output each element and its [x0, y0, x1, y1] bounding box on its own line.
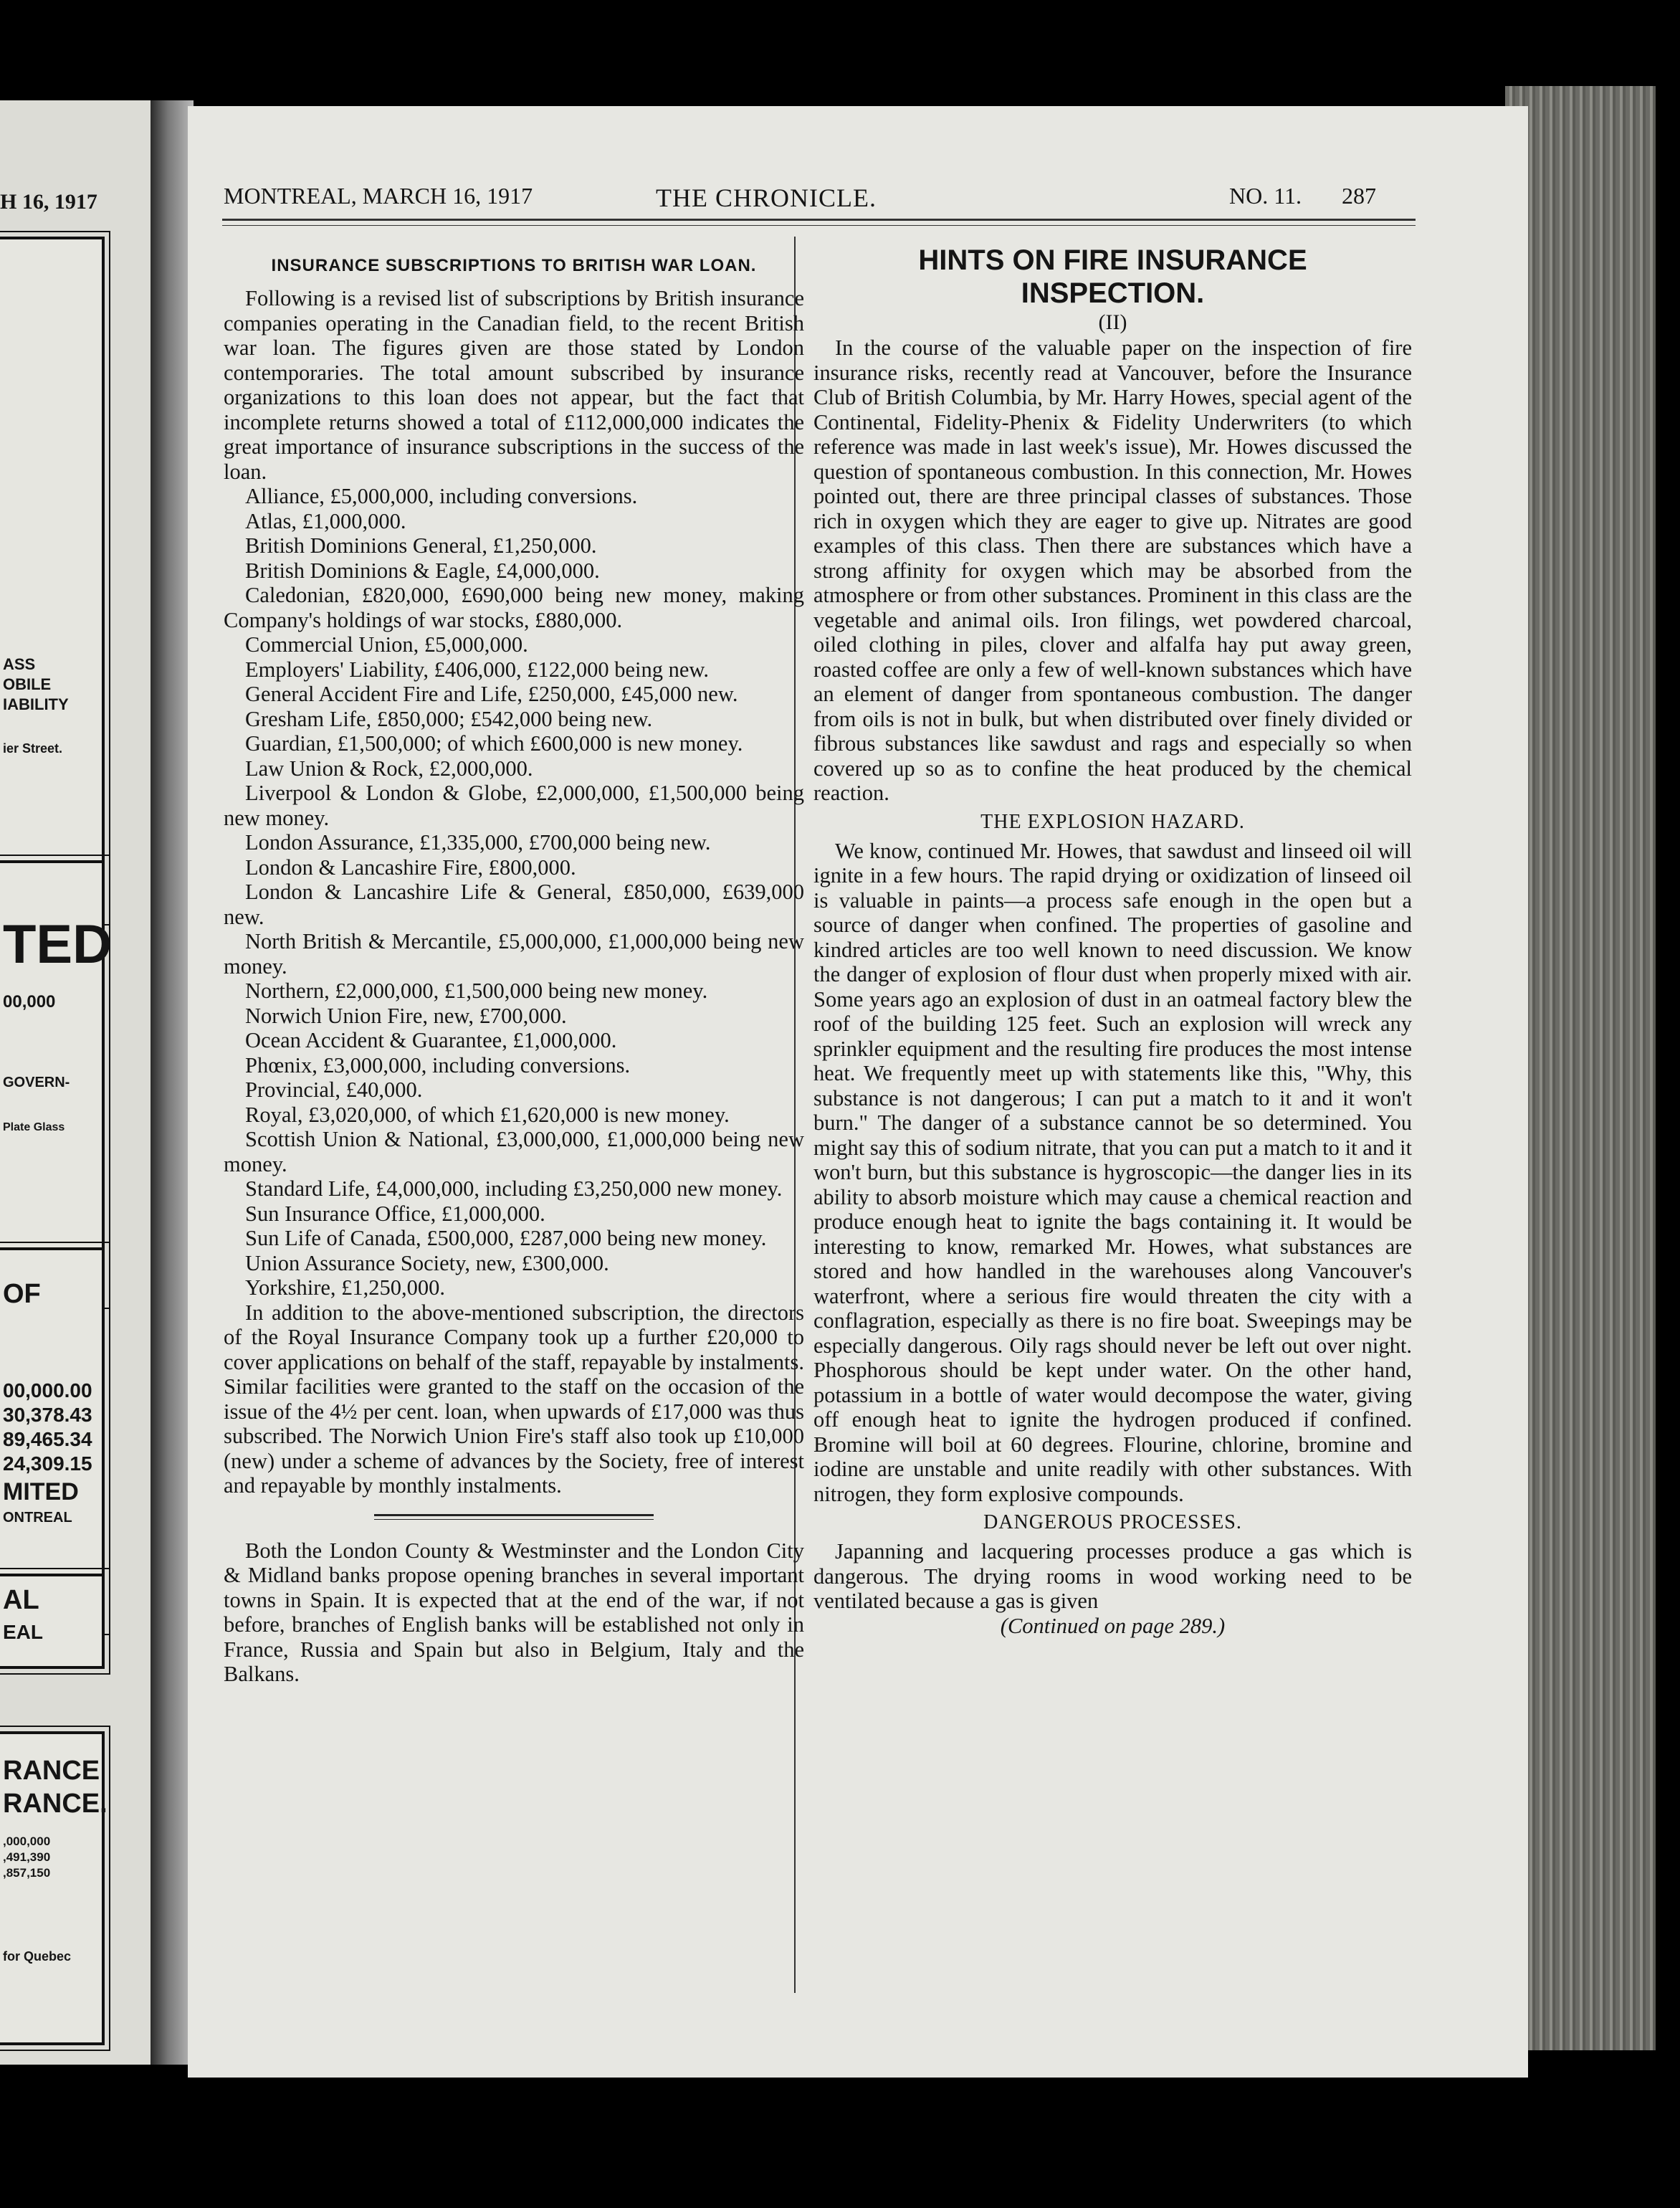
facing-page-header: H 16, 1917 [0, 190, 97, 214]
ad-text: RANCE [3, 1756, 100, 1786]
ad-text: for Quebec [3, 1949, 72, 1964]
ad-text: ONTREAL [3, 1510, 72, 1526]
facing-page [0, 100, 156, 2065]
subscription-entry: Employers' Liability, £406,000, £122,000 being new. [245, 657, 710, 682]
ad-text: GOVERN- [3, 1075, 70, 1090]
subscription-entry: Sun Insurance Office, £1,000,000. [245, 1201, 545, 1226]
article-title: HINTS ON FIRE INSURANCE INSPECTION. [918, 244, 1307, 309]
ad-text: RANCE. [3, 1789, 108, 1819]
article-closing: In addition to the above-mentioned subscription, the directors of the Royal Insurance Company took up a further £20,000 to cover applications on behalf of the staff, repayable by instalments. Similar facilities were granted to the staff on the occasion of the issue of the 4½ per cent. loan, when upwards of £17,000 was thus subscribed. The Norwich Union Fire's staff also took up £10,000 (new) under a scheme of advances by the Society, free of interest and repayable by monthly instalments. [224, 1300, 804, 1498]
ad-text: MITED [3, 1478, 79, 1505]
subscription-entry: Caledonian, £820,000, £690,000 being new money, making Company's holdings of war stocks, £880,000. [224, 583, 804, 632]
ad-text: ier Street. [3, 741, 63, 756]
left-column [224, 254, 804, 1687]
ad-text: 24,309.15 [3, 1452, 92, 1475]
ad-text: ,491,390 [3, 1850, 51, 1864]
ad-text: ASS [3, 655, 36, 673]
subscription-list [224, 484, 804, 1300]
facing-ad-5 [0, 1731, 108, 2045]
continued-note: (Continued on page 289.) [1000, 1613, 1226, 1638]
section-heading: DANGEROUS PROCESSES. [983, 1511, 1242, 1533]
ad-text: 00,000.00 [3, 1379, 92, 1402]
section-heading: THE EXPLOSION HAZARD. [980, 810, 1245, 833]
article-title: INSURANCE SUBSCRIPTIONS TO BRITISH WAR LOAN. [271, 256, 757, 275]
bank-note: Both the London County & Westminster and the London City & Midland banks propose opening branches in several important towns in Spain. It is expected that at the end of the war, if not before, branches of English banks will be established not only in France, Russia and Spain but also in Belgium, Italy and the Balkans. [224, 1538, 804, 1686]
subscription-entry: Law Union & Rock, £2,000,000. [245, 756, 533, 781]
ad-text: 30,378.43 [3, 1404, 92, 1426]
ad-text: ,857,150 [3, 1866, 51, 1880]
subscription-entry: Ocean Accident & Guarantee, £1,000,000. [245, 1028, 617, 1052]
paragraph: We know, continued Mr. Howes, that sawdust and linseed oil will ignite in a few hours. The rapid drying or oxidization of linseed oil is valuable in paints—a process safe enough in the open but a source of danger when confined. The properties of gasoline and kindred articles are too well known to need discussion. We know the danger of explosion of flour dust when properly mixed with air. Some years ago an explosion of dust in an oatmeal factory blew the roof of the building 125 feet. Such an explosion will wreck any sprinkler equipment and the resulting fire produces the most intense heat. We frequently meet up with statements like this, "Why, this substance is not dangerous; I can put a match to it and it won't burn." The danger of a substance cannot be so determined. You might say this of sodium nitrate, that you can put a match to it and it won't burn, but this substance is hygroscopic—the danger lies in its ability to absorb moisture which may cause a chemical reaction and produce enough heat to ignite the bags containing it. It would be interesting to know, remarked Mr. Howes, what substances are stored and how handled in the warehouses along Vancouver's waterfront, where a serious fire would threaten the city with a conflagration, especially as there is no fire boat. Sweepings may be especially dangerous. Oily rags should never be left out over night. Phosphorous should be kept under water. On the other hand, potassium in a bottle of water would decompose the water, giving off enough heat to ignite the hydrogen produced if confined. Bromine will boil at 60 degrees. Flourine, chlorine, bromine and iodine are unstable and unite readily with other substances. With nitrogen, they form explosive compounds. [813, 838, 1412, 1506]
subscription-entry: Standard Life, £4,000,000, including £3,250,000 new money. [245, 1176, 783, 1201]
header-rule [222, 219, 1416, 221]
subscription-entry: Alliance, £5,000,000, including conversions. [245, 484, 638, 508]
ad-text: AL [3, 1585, 39, 1615]
subscription-entry: Sun Life of Canada, £500,000, £287,000 being new money. [245, 1226, 767, 1250]
ad-text: ,000,000 [3, 1835, 51, 1848]
subscription-entry: Union Assurance Society, new, £300,000. [245, 1250, 609, 1275]
ad-text: EAL [3, 1621, 43, 1643]
paragraph: Japanning and lacquering processes produce a gas which is dangerous. The drying rooms in wood working need to be ventilated because a gas is given [813, 1539, 1412, 1613]
subscription-entry: London & Lancashire Life & General, £850,000, £639,000 new. [224, 880, 804, 929]
paragraph: In the course of the valuable paper on the inspection of fire insurance risks, recently read at Vancouver, before the Insurance Club of British Columbia, by Mr. Harry Howes, special agent of the Continental, Fidelity-Phenix & Fidelity Underwriters (to which reference was made in last week's issue), Mr. Howes discussed the question of spontaneous combustion. In this connection, Mr. Howes pointed out, there are three principal classes of substances. Those rich in oxygen which they are eager to give up. Nitrates are good examples of this class. Then there are substances which have a strong affinity for oxygen which may be absorbed from the atmosphere or from other substances. Prominent in this class are the vegetable and animal oils. Iron filings, wet powdered charcoal, oiled clothing in piles, clover and alfalfa hay put away green, roasted coffee are only a few of well-known substances which have an element of danger from spontaneous combustion. The danger from oils is not in bulk, but when distributed over finely divided or fibrous substances like sawdust and rags and especially so when covered up so as to confine the heat produced by the chemical reaction. [813, 336, 1412, 805]
ad-text: 89,465.34 [3, 1428, 92, 1450]
dateline: MONTREAL, MARCH 16, 1917 [224, 183, 533, 209]
subscription-entry: Northern, £2,000,000, £1,500,000 being new money. [245, 979, 708, 1003]
facing-ad-4 [0, 1574, 105, 1669]
subscription-entry: Gresham Life, £850,000; £542,000 being new. [245, 706, 653, 731]
subscription-entry: British Dominions & Eagle, £4,000,000. [245, 558, 600, 583]
subscription-entry: General Accident Fire and Life, £250,000, £45,000 new. [245, 682, 738, 706]
subscription-entry: Scottish Union & National, £3,000,000, £1,000,000 being new money. [224, 1127, 804, 1176]
article-part: (II) [1098, 310, 1127, 334]
subscription-entry: London & Lancashire Fire, £800,000. [245, 855, 576, 880]
header-rule-thin [222, 225, 1416, 226]
subscription-entry: London Assurance, £1,335,000, £700,000 being new. [245, 830, 711, 855]
subscription-entry: Yorkshire, £1,250,000. [245, 1275, 446, 1300]
ad-text: OBILE [3, 675, 52, 693]
subscription-entry: Provincial, £40,000. [245, 1077, 423, 1102]
facing-ad-1 [0, 237, 105, 920]
subscription-entry: Guardian, £1,500,000; of which £600,000 is new money. [245, 731, 743, 756]
subscription-entry: Liverpool & London & Globe, £2,000,000, £1,500,000 being new money. [224, 781, 804, 830]
ad-text: TED [3, 914, 112, 975]
masthead-title: THE CHRONICLE. [656, 184, 877, 212]
book-gutter [151, 100, 194, 2065]
ad-text: IABILITY [3, 695, 69, 713]
issue-number: NO. 11. [1229, 183, 1302, 209]
ad-text: Plate Glass [3, 1121, 65, 1133]
subscription-entry: Commercial Union, £5,000,000. [245, 632, 528, 657]
article-intro: Following is a revised list of subscriptions by British insurance companies operating in the Canadian field, to the recent British war loan. The figures given are those stated by London contemporaries. The total amount subscribed by insurance organizations to this loan does not appear, but the fact that incomplete returns showed a total of £112,000,000 indicates the great importance of insurance subscriptions in the success of the loan. [224, 286, 804, 484]
facing-ad-3 [0, 1247, 105, 1629]
right-column [813, 244, 1412, 1638]
ad-text: 00,000 [3, 992, 56, 1012]
separator-rule [374, 1514, 654, 1520]
page-number: 287 [1342, 183, 1376, 209]
subscription-entry: Royal, £3,020,000, of which £1,620,000 is new money. [245, 1102, 730, 1127]
subscription-entry: Norwich Union Fire, new, £700,000. [245, 1003, 567, 1028]
ad-text: OF [3, 1279, 41, 1309]
facing-ad-2 [0, 860, 112, 1303]
subscription-entry: North British & Mercantile, £5,000,000, £1,000,000 being new money. [224, 929, 804, 979]
subscription-entry: British Dominions General, £1,250,000. [245, 533, 597, 558]
subscription-entry: Atlas, £1,000,000. [245, 508, 406, 533]
subscription-entry: Phœnix, £3,000,000, including conversions. [245, 1052, 631, 1077]
